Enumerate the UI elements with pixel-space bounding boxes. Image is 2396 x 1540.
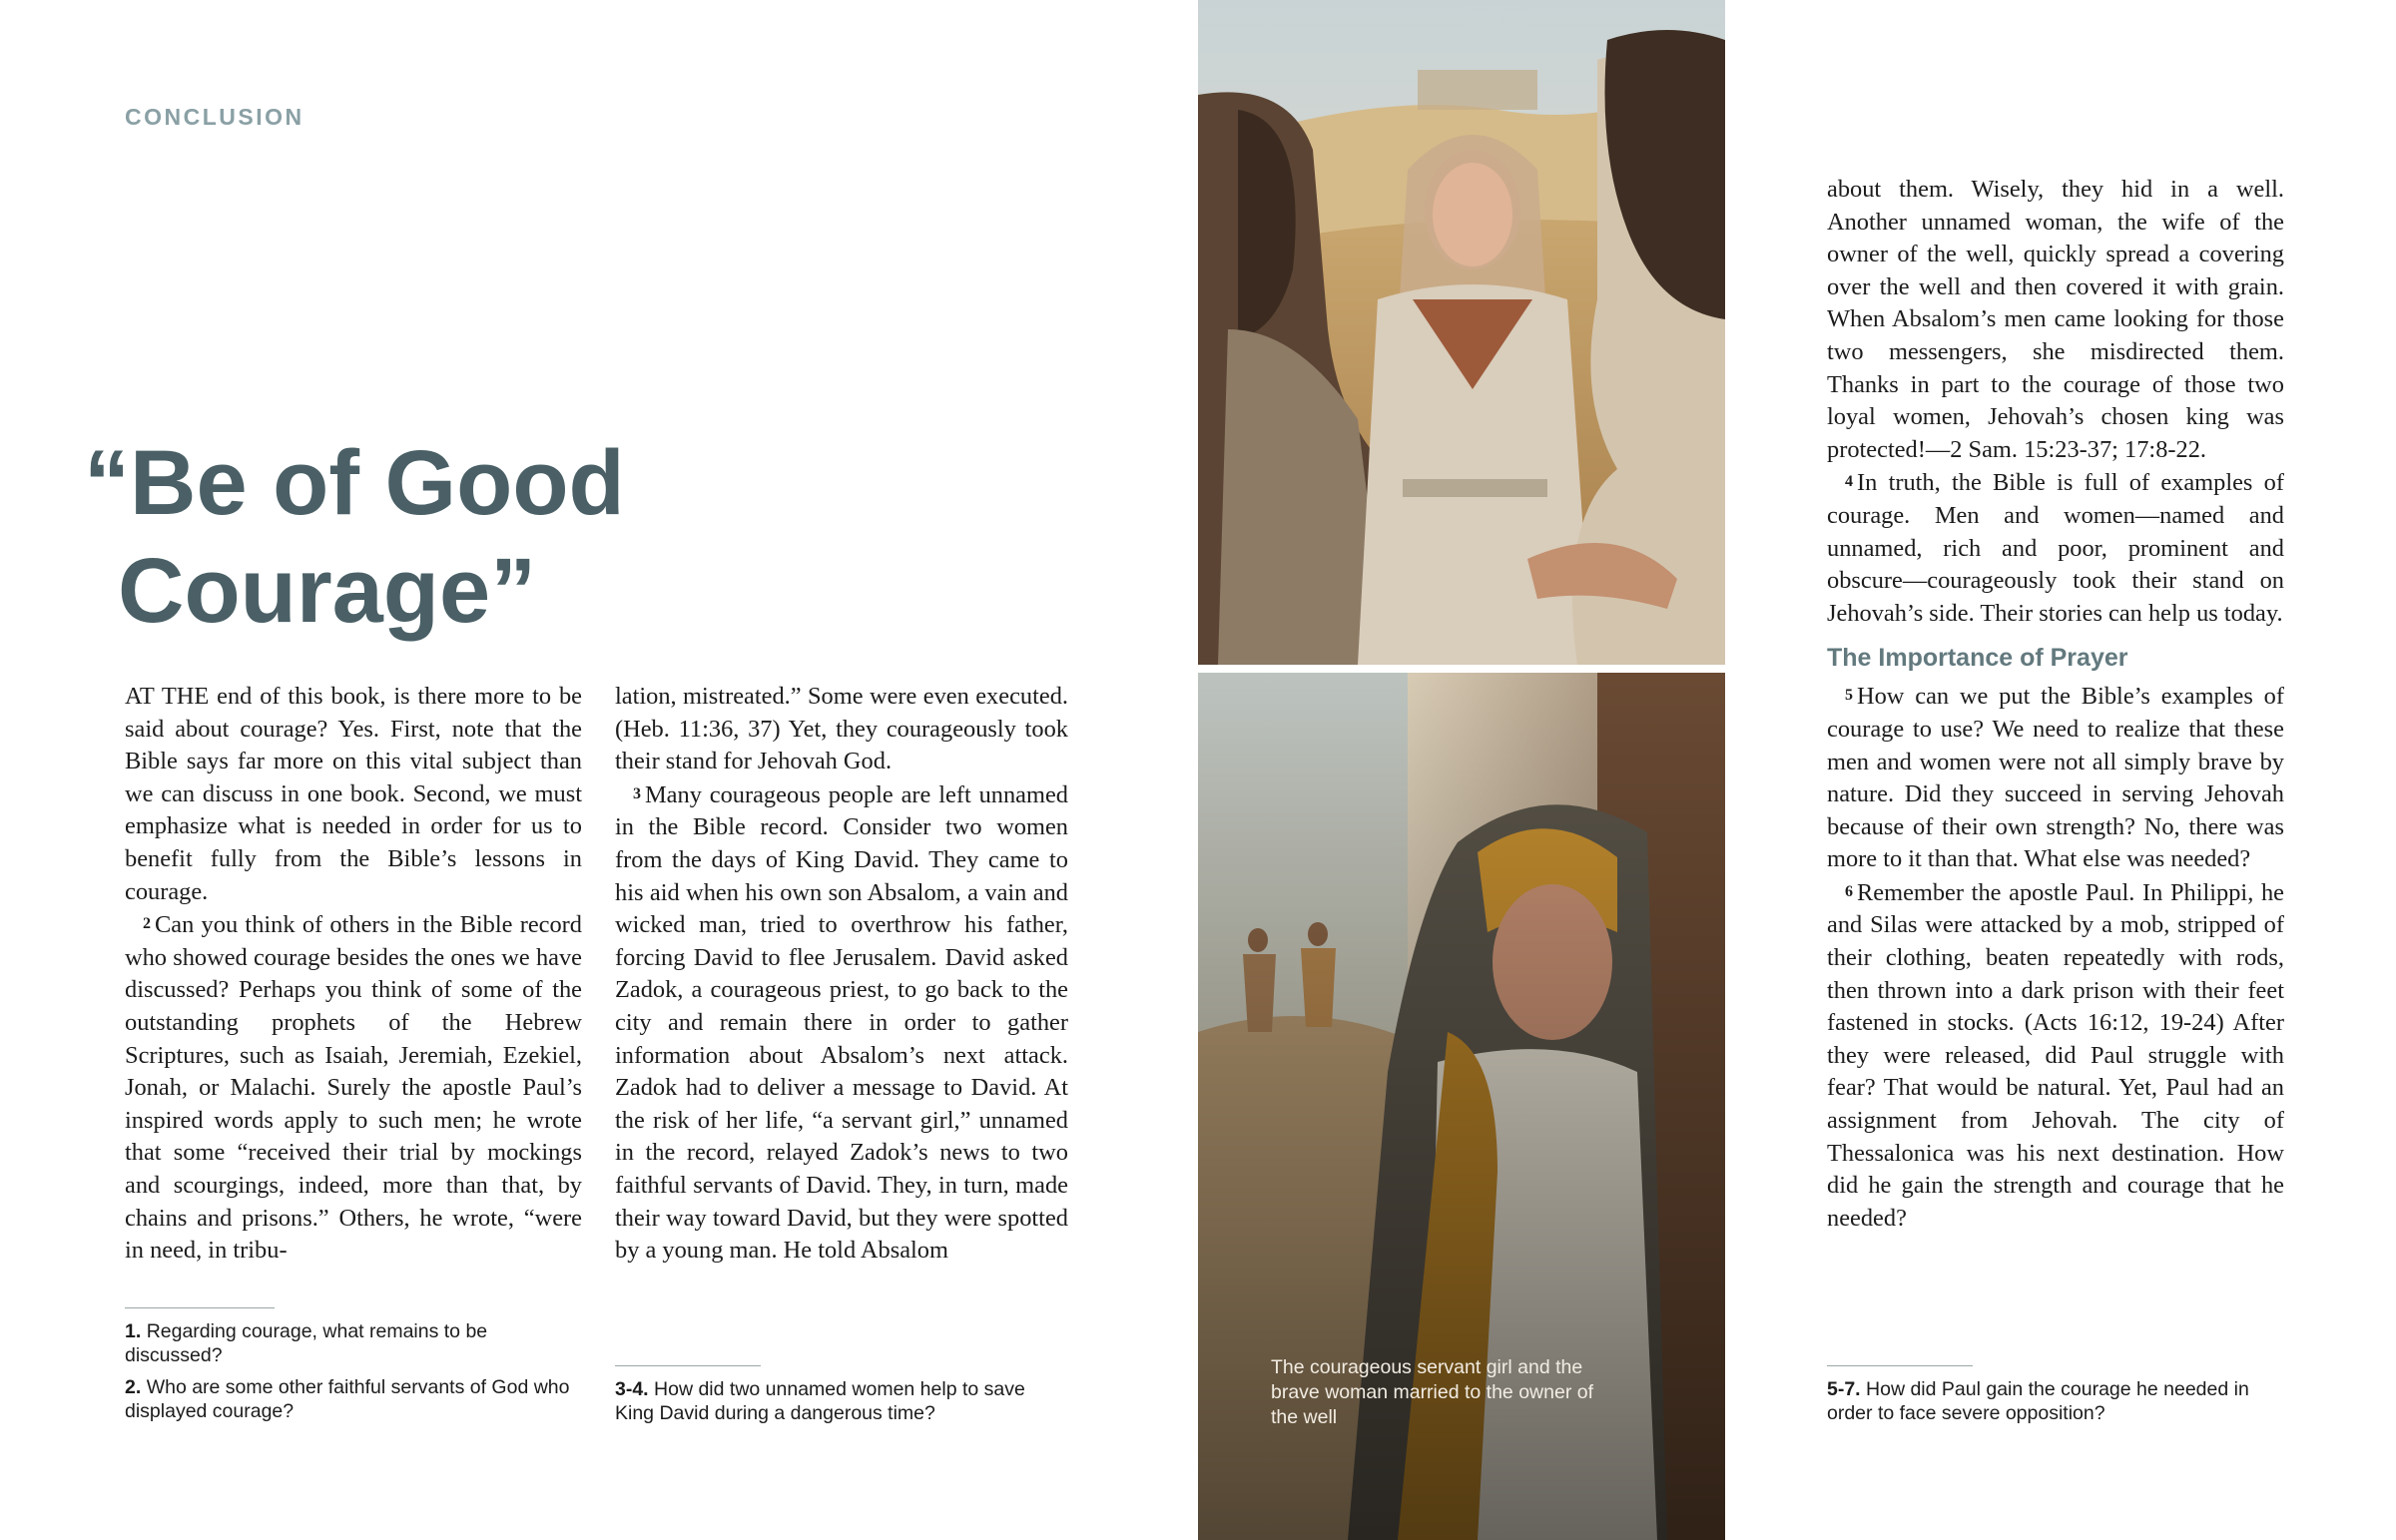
study-question-5-7: 5-7. How did Paul gain the courage he needed in order to face severe opposition? xyxy=(1827,1378,2249,1424)
footnote-divider xyxy=(615,1365,761,1366)
column-2 xyxy=(615,681,1068,1268)
paragraph-number: 5 xyxy=(1845,687,1853,705)
paragraph-number: 6 xyxy=(1845,882,1853,900)
study-question-1: 1. Regarding courage, what remains to be discussed? xyxy=(125,1320,488,1366)
column-3 xyxy=(1827,174,2284,1235)
footnote-divider xyxy=(1827,1365,1973,1366)
section-label: CONCLUSION xyxy=(125,104,304,130)
paragraph-5: 5 How can we put the Bible’s examples of courage to use? We need to realize that these men and women were not all simply brave by nature. Did they succeed in serving Jehovah because of their own strength? No, there was more to it than that. What else was needed? xyxy=(1827,683,2284,873)
paragraph-4: 4 In truth, the Bible is full of examples of courage. Men and women—named and unnamed, rich and poor, prominent and obscure—courageously took their stand on Jehovah’s side. Their stories can help us today. xyxy=(1827,469,2284,627)
column-1 xyxy=(125,681,582,1268)
paragraph-1: AT THE end of this book, is there more to be said about courage? Yes. First, note that the Bible says far more on this vital subject than we can discuss in one book. Second, we must emphasize what is needed in order for us to benefit fully from the Bible’s lessons in courage. xyxy=(125,683,582,905)
title-line-1: “Be of Good xyxy=(84,432,625,534)
paragraph-number: 3 xyxy=(633,784,641,802)
paragraph-continued: about them. Wisely, they hid in a well. Another unnamed woman, the wife of the owner of the well, quickly spread a covering over the well and then covered it with grain. When Absalom’s men came looking for those two messengers, she misdirected them. Thanks in part to the courage of those two loyal women, Jehovah’s chosen king was protected!—2 Sam. 15:23-37; 17:8-22. xyxy=(1827,176,2284,463)
paragraph-number: 4 xyxy=(1845,473,1853,491)
study-question-3-4: 3-4. How did two unnamed women help to save King David during a dangerous time? xyxy=(615,1378,1025,1424)
paragraph-6: 6 Remember the apostle Paul. In Philippi, he and Silas were attacked by a mob, stripped of their clothing, beaten repeatedly with rods, then thrown into a dark prison with their feet fastened in stocks. (Acts 16:12, 19-24) After they were released, did Paul struggle with fear? That would be natural. Yet, Paul had an assignment from Jehovah. The city of Thessalonica was his next destination. How did he gain the strength and courage that he needed? xyxy=(1827,878,2284,1232)
paragraph-2: 2 Can you think of others in the Bible record who showed courage besides the ones we have discussed? Perhaps you think of some of the outstanding prophets of the Hebrew Scriptures, such as Isaiah, Jeremiah, Ezekiel, Jonah, or Malachi. Surely the apostle Paul’s inspired words apply to such men; he wrote that some “received their trial by mockings and scourgings, indeed, more than that, by chains and prisons.” Others, he wrote, “were in need, in tribu- xyxy=(125,911,582,1265)
paragraph-3: 3 Many courageous people are left unnamed in the Bible record. Consider two women from the days of King David. They came to his aid when his own son Absalom, a vain and wicked man, tried to overthrow his father, forcing David to flee Jerusalem. David asked Zadok, a courageous priest, to go back to the city and remain there in order to gather information about Absalom’s next attack. Zadok had to deliver a message to David. At the risk of her life, “a servant girl,” unnamed in the record, relayed Zadok’s news to two faithful servants of David. They, in turn, made their way toward David, but they were spotted by a young man. He told Absalom xyxy=(615,780,1068,1265)
study-question-2: 2. Who are some other faithful servants of God who displayed courage? xyxy=(125,1376,570,1422)
illustration-servant-girl xyxy=(1198,0,1725,665)
subheading: The Importance of Prayer xyxy=(1827,644,2128,673)
title-line-2: Courage” xyxy=(118,540,537,642)
paragraph-number: 2 xyxy=(143,915,151,933)
footnote-divider xyxy=(125,1307,275,1308)
chapter-title xyxy=(84,429,643,645)
image-caption: The courageous servant girl and the brave woman married to the owner of the well xyxy=(1271,1356,1593,1428)
paragraph-continued: lation, mistreated.” Some were even executed. (Heb. 11:36, 37) Yet, they courageously took their stand for Jehovah God. xyxy=(615,683,1068,775)
